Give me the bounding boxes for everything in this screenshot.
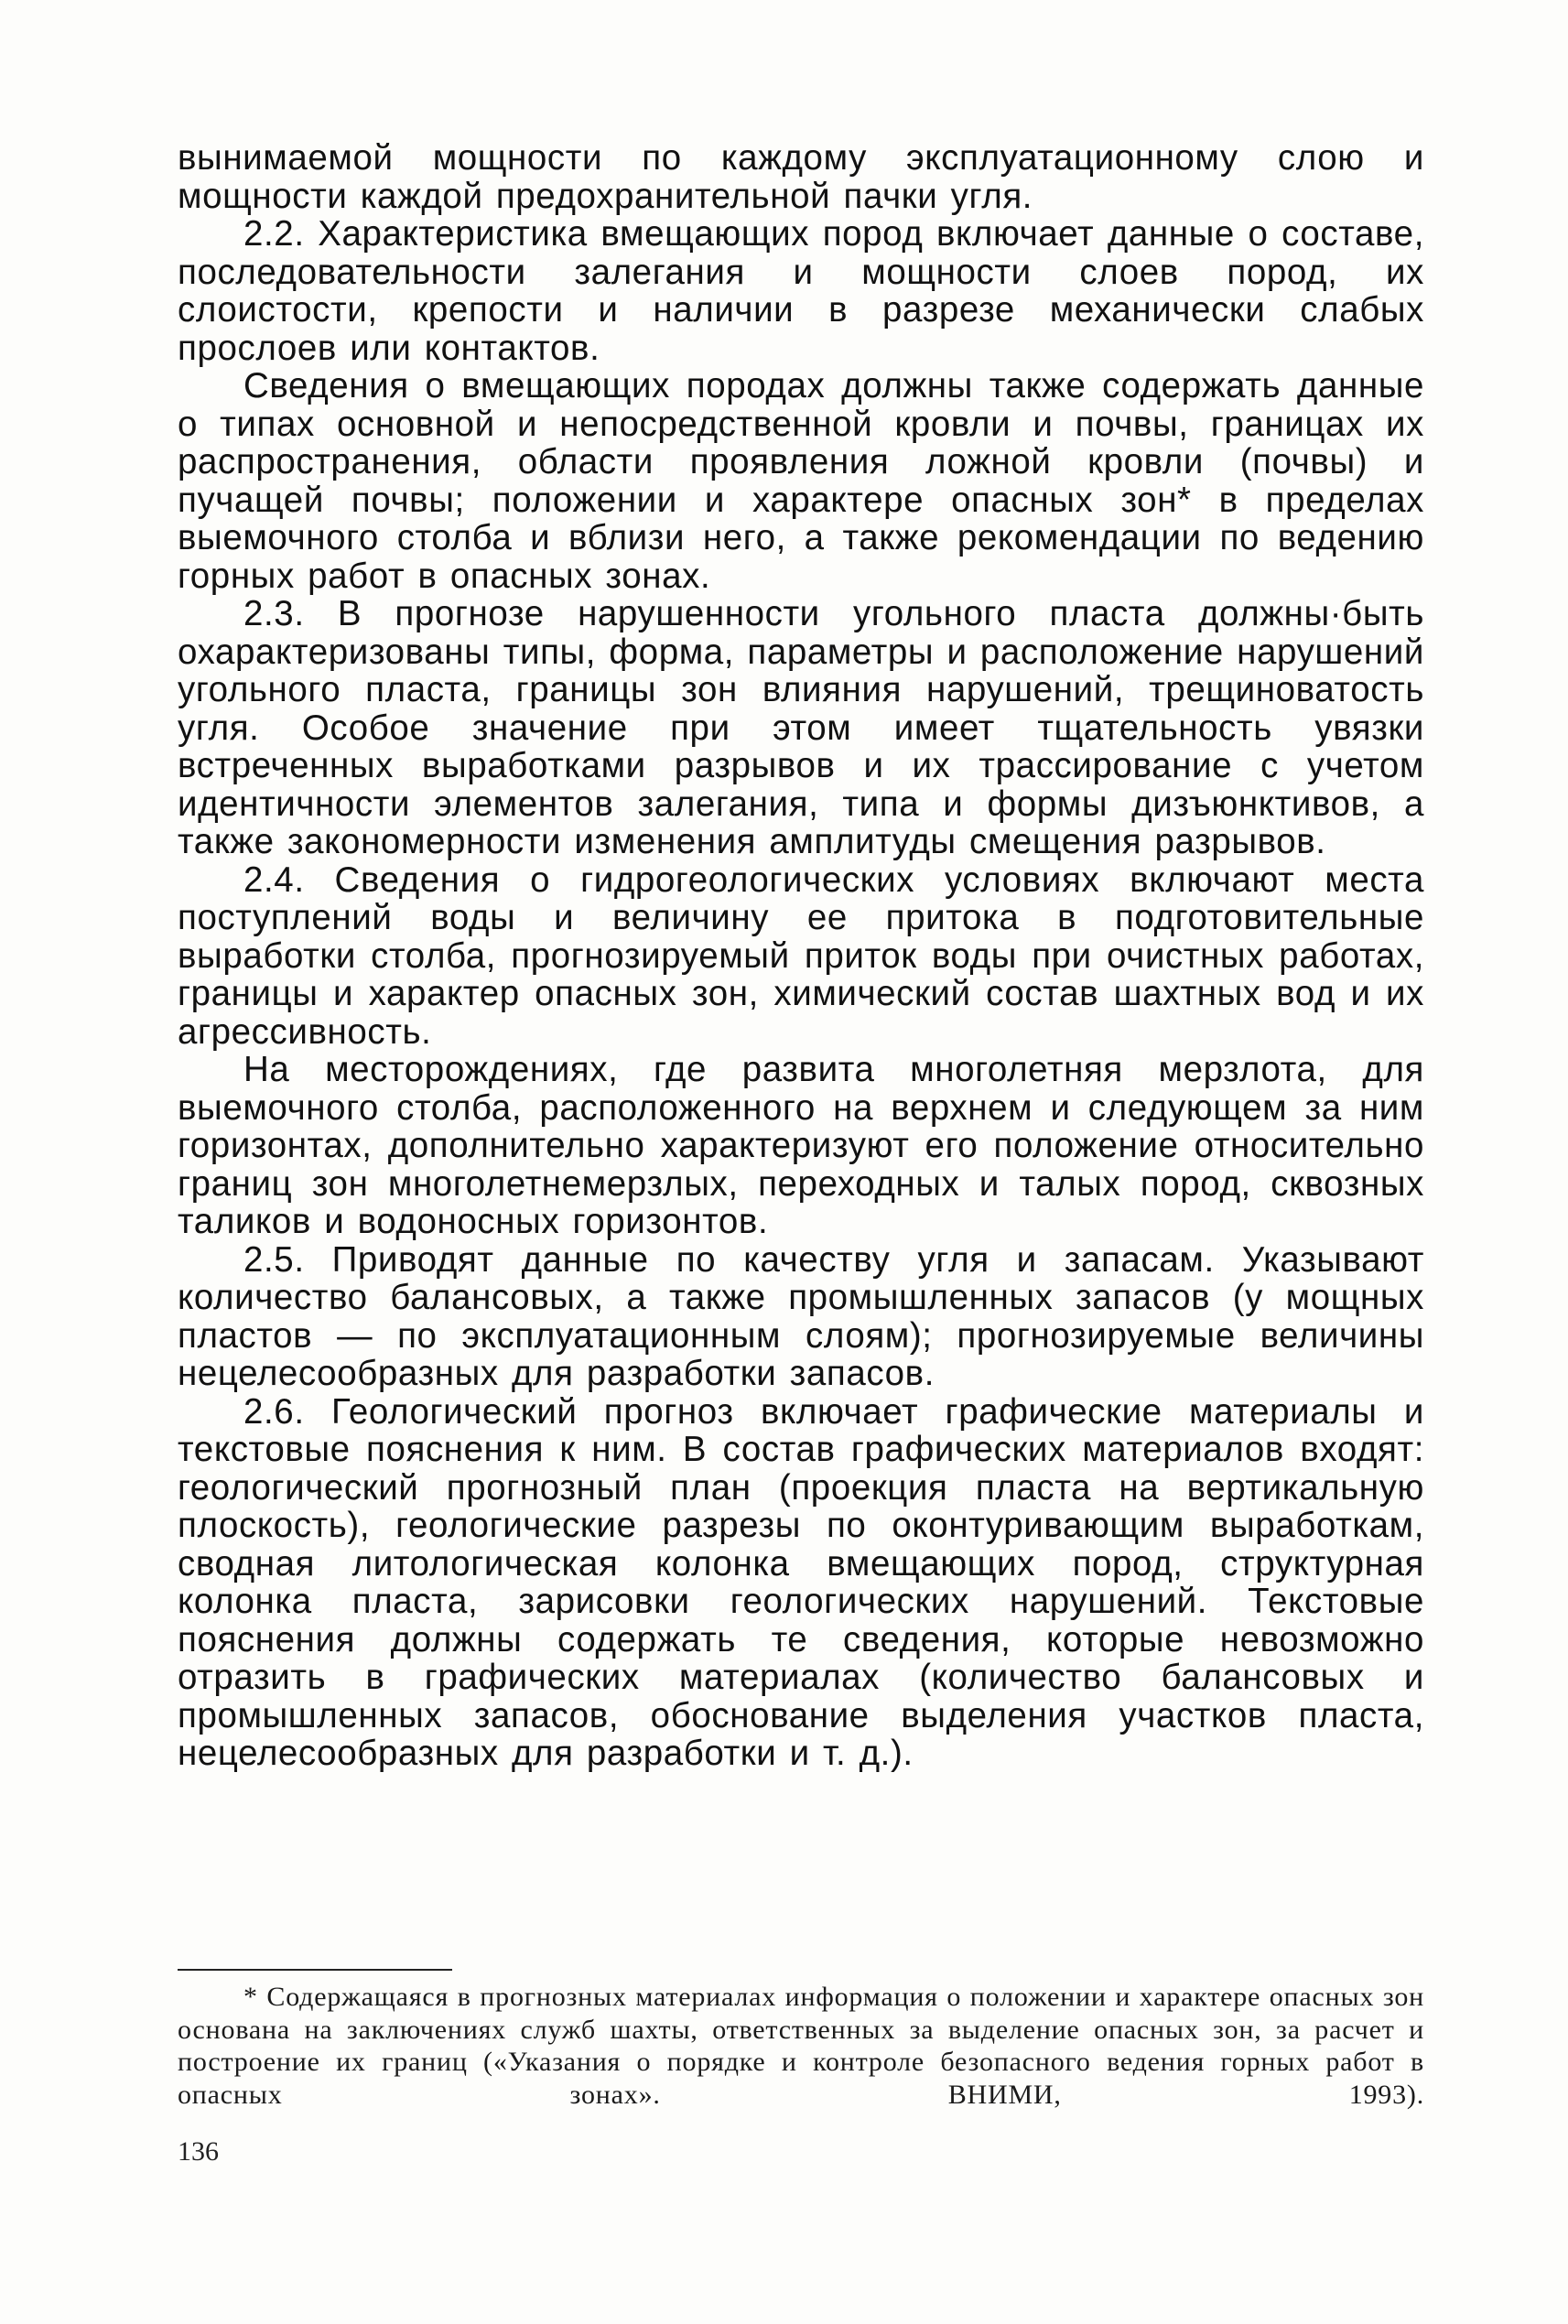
paragraph-2-6: 2.6. Геологический прогноз включает графические материалы и текстовые пояснения к ним. В состав графических материалов входят: геологический прогнозный план (проекция пласта на вертикальную плоскость), геологические разрезы по оконтуривающим выработкам, сводная литологическая колонка вмещающих пород, структурная колонка пласта, зарисовки геологических нарушений. Текстовые пояснения должны содержать те сведения, которые невозможно отразить в графических материалах (количество балансовых и промышленных запасов, обоснование выделения участков пласта, нецелесообразных для разработки и т. д.). [178, 1391, 1424, 1773]
paragraph-2-5: 2.5. Приводят данные по качеству угля и запасам. Указывают количество балансовых, а также промышленных запасов (у мощных пластов — по эксплуатационным слоям); прогнозируемые величины нецелесообразных для разработки запасов. [178, 1239, 1424, 1393]
footnote: * Содержащаяся в прогнозных материалах информация о положении и характере опасных зон основана на заключениях служб шахты, ответственных за выделение опасных зон, за расчет и построение их границ («Указания о порядке и контроле безопасного ведения горных работ в опасных зонах». ВНИМИ, 1993). [178, 1982, 1424, 2110]
page-number: 136 [178, 2136, 219, 2167]
paragraph-2-2: 2.2. Характеристика вмещающих пород включает данные о составе, последовательности залегания и мощности слоев пород, их слоистости, крепости и наличии в разрезе механически слабых прослоев или контактов. [178, 214, 1424, 368]
paragraph-continuation: вынимаемой мощности по каждому эксплуатационному слою и мощности каждой предохранительной пачки угля. [178, 138, 1424, 216]
footnote-divider [178, 1969, 452, 1971]
paragraph-2-3: 2.3. В прогнозе нарушенности угольного пласта должны·быть охарактеризованы типы, форма, параметры и расположение нарушений угольного пласта, границы зон влияния нарушений, трещиноватость угля. Особое значение при этом имеет тщательность увязки встреченных выработками разрывов и их трассирование с учетом идентичности элементов залегания, типа и формы дизъюнктивов, а также закономерности изменения амплитуды смещения разрывов. [178, 594, 1424, 861]
paragraph-permafrost: На месторождениях, где развита многолетняя мерзлота, для выемочного столба, расположенного на верхнем и следующем за ним горизонтах, дополнительно характеризуют его положение относительно границ зон многолетнемерзлых, переходных и талых пород, сквозных таликов и водоносных горизонтов. [178, 1050, 1424, 1241]
paragraph-2-4: 2.4. Сведения о гидрогеологических условиях включают места поступлений воды и величину ее притока в подготовительные выработки столба, прогнозируемый приток воды при очистных работах, границы и характер опасных зон, химический состав шахтных вод и их агрессивность. [178, 859, 1424, 1052]
body-text [178, 139, 1424, 1773]
paragraph-host-rocks: Сведения о вмещающих породах должны также содержать данные о типах основной и непосредственной кровли и почвы, границах их распространения, области проявления ложной кровли (почвы) и пучащей почвы; положении и характере опасных зон* в пределах выемочного столба и вблизи него, а также рекомендации по ведению горных работ в опасных зонах. [178, 366, 1424, 596]
